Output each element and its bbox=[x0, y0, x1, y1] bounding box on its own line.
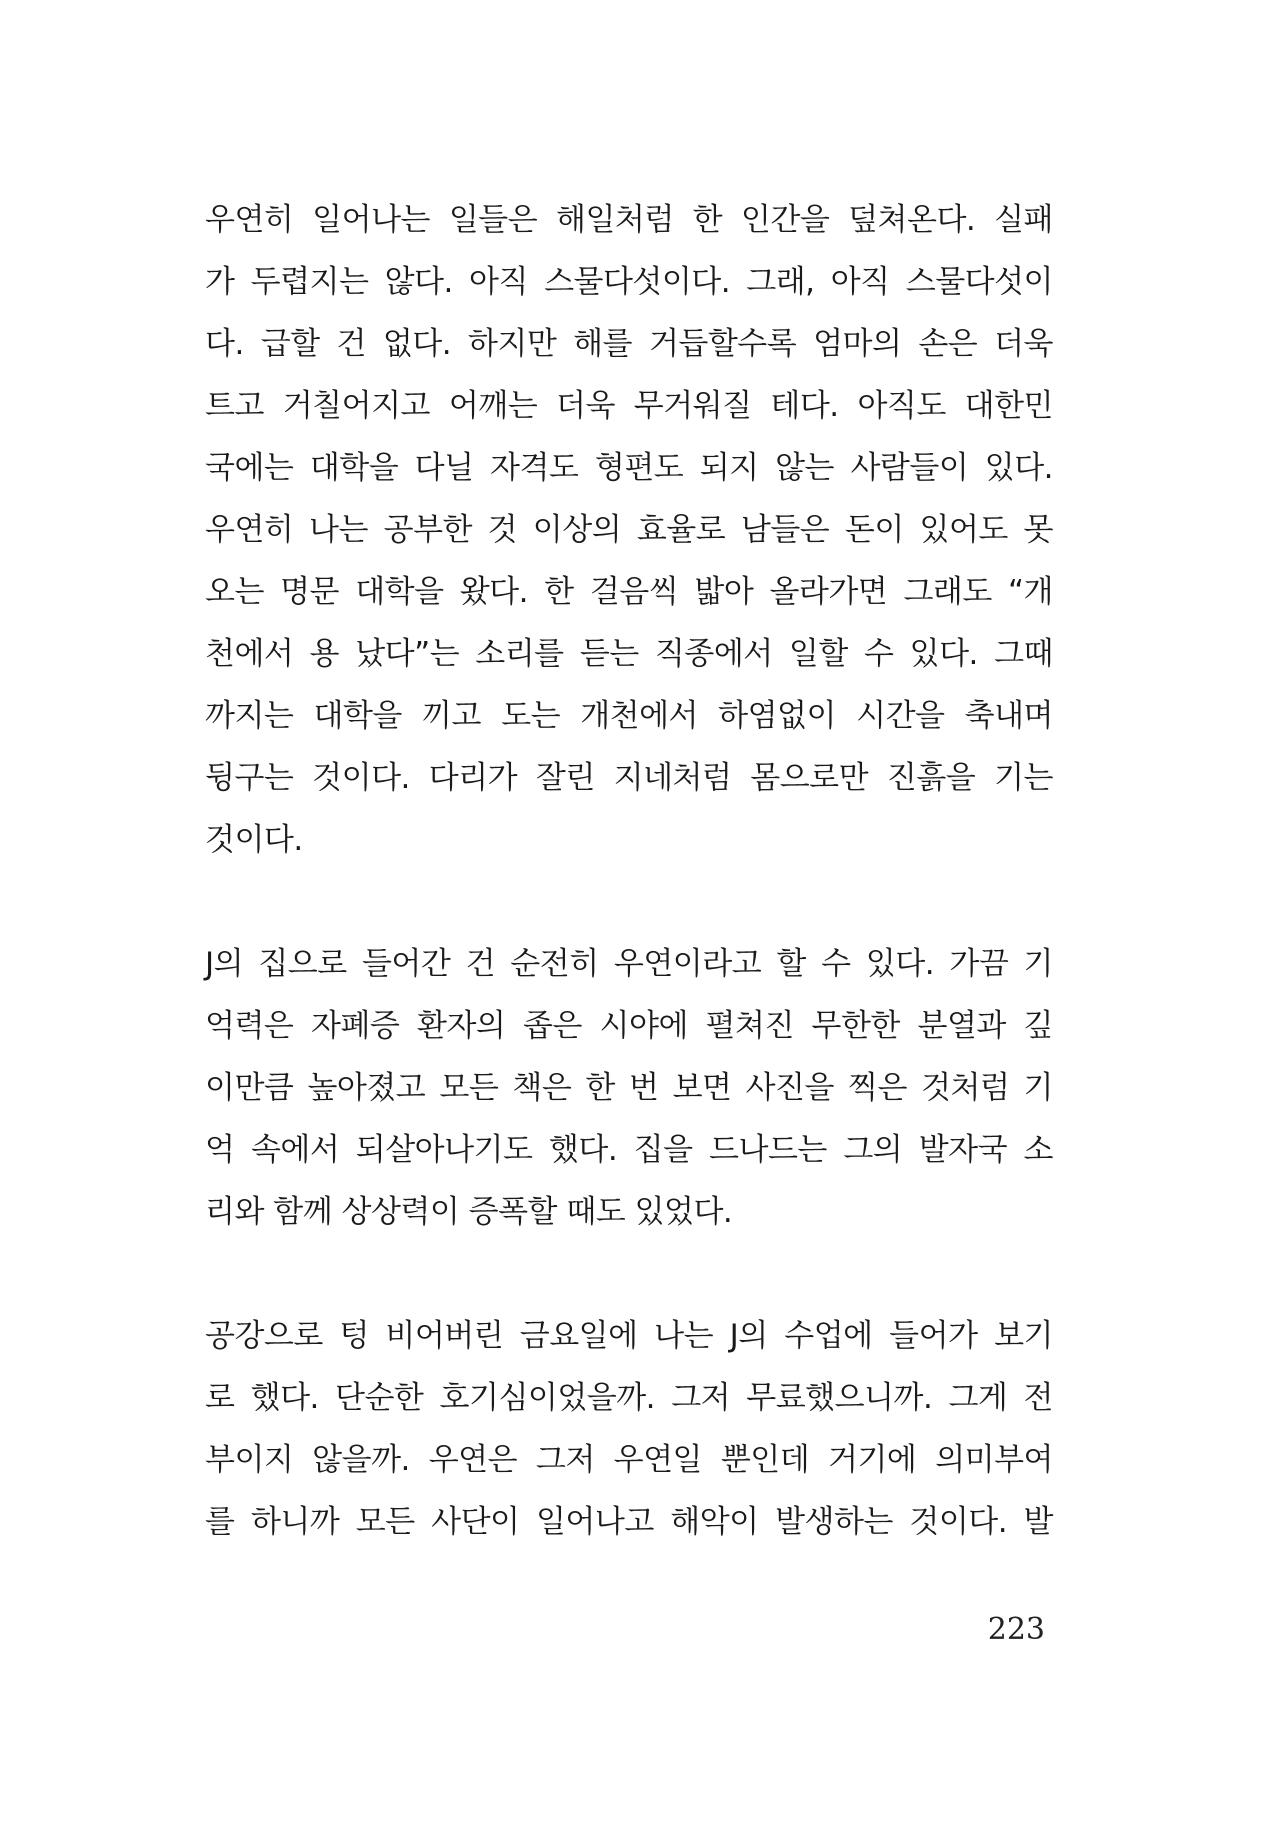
text-line: J의 집으로 들어간 건 순전히 우연이라고 할 수 있다. 가끔 기 bbox=[205, 946, 1053, 982]
text-line: 억력은 자폐증 환자의 좁은 시야에 펼쳐진 무한한 분열과 깊 bbox=[205, 1008, 1053, 1044]
page-number: 223 bbox=[987, 1612, 1045, 1647]
text-line: 우연히 나는 공부한 것 이상의 효율로 남들은 돈이 있어도 못 bbox=[205, 512, 1053, 548]
text-line: 천에서 용 났다”는 소리를 듣는 직종에서 일할 수 있다. 그때 bbox=[205, 636, 1053, 672]
text-line: 뒹구는 것이다. 다리가 잘린 지네처럼 몸으로만 진흙을 기는 bbox=[205, 760, 1053, 796]
body-text bbox=[205, 196, 1053, 1622]
text-line: 억 속에서 되살아나기도 했다. 집을 드나드는 그의 발자국 소 bbox=[205, 1132, 1053, 1168]
paragraph-3 bbox=[205, 1312, 1053, 1560]
text-line: 것이다. bbox=[205, 822, 303, 858]
text-line: 다. 급할 건 없다. 하지만 해를 거듭할수록 엄마의 손은 더욱 bbox=[205, 326, 1053, 362]
paragraph-1 bbox=[205, 196, 1053, 878]
text-line: 로 했다. 단순한 호기심이었을까. 그저 무료했으니까. 그게 전 bbox=[205, 1380, 1053, 1416]
text-line: 공강으로 텅 비어버린 금요일에 나는 J의 수업에 들어가 보기 bbox=[205, 1318, 1053, 1354]
text-line: 까지는 대학을 끼고 도는 개천에서 하염없이 시간을 축내며 bbox=[205, 698, 1053, 734]
text-line: 리와 함께 상상력이 증폭할 때도 있었다. bbox=[205, 1194, 733, 1230]
text-line: 우연히 일어나는 일들은 해일처럼 한 인간을 덮쳐온다. 실패 bbox=[205, 202, 1053, 238]
text-line: 가 두렵지는 않다. 아직 스물다섯이다. 그래, 아직 스물다섯이 bbox=[205, 264, 1053, 300]
text-line: 부이지 않을까. 우연은 그저 우연일 뿐인데 거기에 의미부여 bbox=[205, 1442, 1053, 1478]
text-line: 오는 명문 대학을 왔다. 한 걸음씩 밟아 올라가면 그래도 “개 bbox=[205, 574, 1053, 610]
text-line: 국에는 대학을 다닐 자격도 형편도 되지 않는 사람들이 있다. bbox=[205, 450, 1053, 486]
text-line: 이만큼 높아졌고 모든 책은 한 번 보면 사진을 찍은 것처럼 기 bbox=[205, 1070, 1053, 1106]
text-line: 트고 거칠어지고 어깨는 더욱 무거워질 테다. 아직도 대한민 bbox=[205, 388, 1053, 424]
text-line: 를 하니까 모든 사단이 일어나고 해악이 발생하는 것이다. 발 bbox=[205, 1504, 1053, 1540]
paragraph-2 bbox=[205, 940, 1053, 1250]
